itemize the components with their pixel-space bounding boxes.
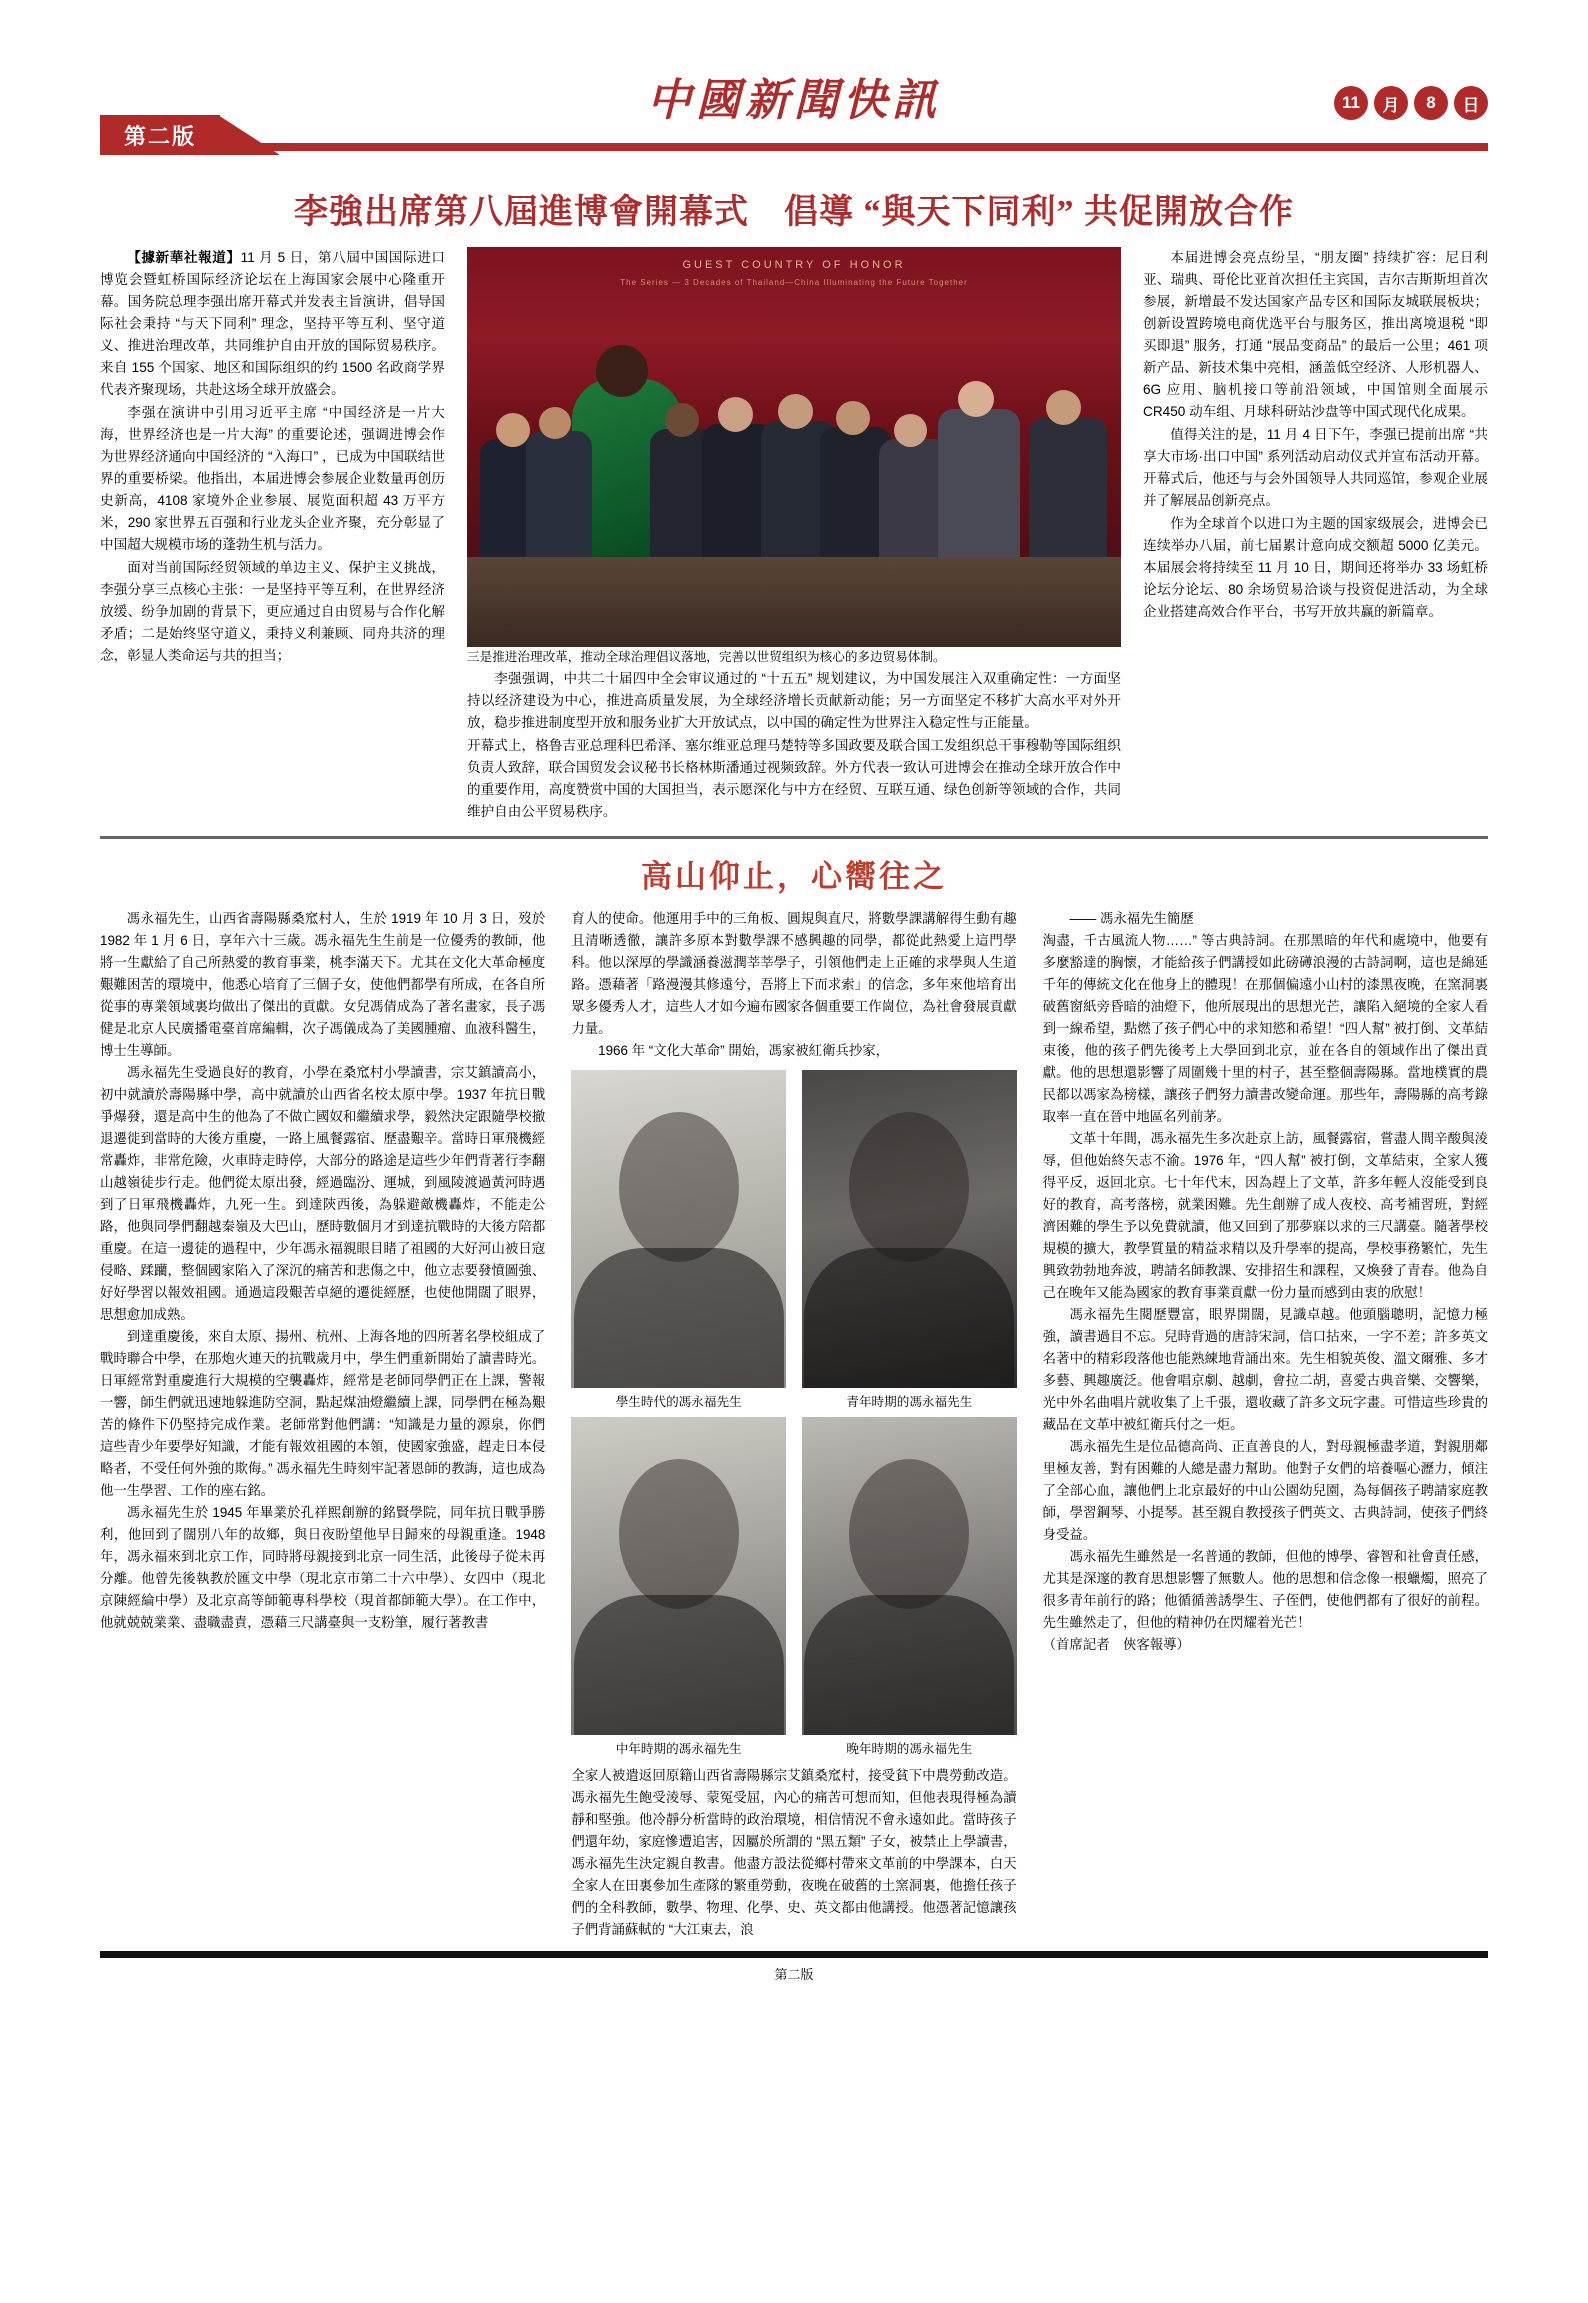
portrait-face xyxy=(849,1112,969,1262)
portrait-student-photo xyxy=(571,1070,786,1388)
article1-divider xyxy=(100,836,1488,839)
article2-subtitle: —— 馮永福先生簡歷 xyxy=(1069,911,1194,927)
article-feng-yongfu-memoir xyxy=(100,851,1488,1983)
photo-figure-2-head xyxy=(539,407,571,439)
article2-column-1 xyxy=(100,908,545,1941)
article2-column-3 xyxy=(1043,908,1488,1941)
photo-figure-1-head xyxy=(496,413,530,447)
article2-c3-p4: 馮永福先生是位品德高尚、正直善良的人，對母親極盡孝道，對親朋鄰里極友善，對有困難的人總是盡力幫助。他對子女們的培養嘔心瀝力，傾注了全部心血，讓他們上北京最好的中山公園幼兒園，為每個孩子聘請家庭教師，學習鋼琴、小提琴。甚至親自教授孩子們英文、古典詩詞，使孩子們終身受益。 xyxy=(1042,1438,1488,1542)
date-month-label: 月 xyxy=(1374,86,1408,120)
photo-figure-3-head xyxy=(665,403,699,437)
masthead-rule xyxy=(100,143,1488,151)
article2-c3-p5: 馮永福先生雖然是一名普通的教師，但他的博學、睿智和社會責任感，尤其是深邃的教育思想影響了無數人。他的思想和信念像一根蠟燭，照亮了很多青年前行的路；他循循善誘學生、子侄們，使他們都有了很好的前程。先生雖然走了，但他的精神仍在閃耀着光芒！ xyxy=(1042,1548,1488,1630)
article2-c2-p1: 育人的使命。他運用手中的三角板、圓規與直尺，將數學課講解得生動有趣且清晰透徹，讓許多原本對數學課不感興趣的同學，都從此熱愛上這門學科。他以深厚的學識涵養滋潤莘莘學子，引領他們走上正確的求學與人生道路。憑藉著「路漫漫其修遠兮，吾將上下而求索」的信念，多年來他培育出眾多優秀人才，這些人才如今遍布國家各個重要工作崗位，為社會發展貢獻力量。 xyxy=(571,911,1017,1037)
portrait-caption: 晚年時期的馮永福先生 xyxy=(846,1741,973,1756)
article2-c2-p3: 全家人被遣返回原籍山西省壽陽縣宗艾鎮桑窊村，接受貧下中農勞動改造。馮永福先生飽受淩辱、蒙冤受屈，內心的痛苦可想而知，但他表現得極為讀靜和堅強。他冷靜分析當時的政治環境，相信情況不會永遠如此。當時孩子們還年幼，家庭慘遭追害，因屬於所謂的 “黑五類” 子女，被禁止上學讀書，馮永福先生決定親自教書。他盡方設法從鄉村帶來文革前的中學課本，白天全家人在田裏參加生產隊的繁重勞動，夜晚在破舊的土窯洞裏，他擔任孩子們的全科教師，數學、物理、化學、史、英文都由他講授。他憑著記憶讓孩子們背誦蘇軾的 “大江東去，浪 xyxy=(571,1768,1017,1938)
article1-c3-p3: 作为全球首个以进口为主题的国家级展会，进博会已连续举办八届，前七届累计意向成交额超 5000 亿美元。本届展会将持续至 11 月 10 日，期间还将举办 33 场虹桥论坛分论坛、80 余场贸易洽谈与投资促进活动，为全球企业搭建高效合作平台，书写开放共赢的新篇章。 xyxy=(1143,516,1488,620)
date-day-label: 日 xyxy=(1454,86,1488,120)
article2-c3-p2: 文革十年間，馮永福先生多次赴京上訪，風餐露宿，嘗盡人間辛酸與淩辱，但他始終矢志不渝。1976 年，“四人幫” 被打倒，文革結束，全家人獲得平反，返回北京。七十年代末，因為趕上了文革，許多年輕人沒能受到良好的教育，高考落榜，就業困難。先生創辦了成人夜校、高考補習班，對經濟困難的學生予以免費就讀，他又回到了那夢寐以求的三尺講臺。隨著學校規模的擴大，教學質量的精益求精以及升學率的提高，學校事務繁忙，先生興致勃勃地奔波，聘請名師教課、安排招生和課程，又煥發了青春。他為自己在晚年又能為國家的教育事業貢獻一份力量而感到由衷的欣慰！ xyxy=(1042,1131,1488,1300)
article-import-expo xyxy=(100,184,1488,839)
photo-figure-6-head xyxy=(836,401,870,435)
source-tag: 【據新華社報道】 xyxy=(127,250,241,265)
portrait-middleage-photo xyxy=(571,1417,786,1735)
portrait-caption: 中年時期的馮永福先生 xyxy=(615,1741,742,1756)
portrait-face xyxy=(619,1459,739,1609)
portrait-torso xyxy=(574,1595,784,1735)
photo-figure-4-head xyxy=(718,397,753,432)
article1-c3-p2: 值得关注的是，11 月 4 日下午，李强已提前出席 “共享大市场·出口中国” 系列活动启动仪式并宣布活动开幕。开幕式后，他还与与会外国领导人共同巡馆，参观企业展并了解展品创新亮点。 xyxy=(1143,427,1488,509)
newspaper-title: 中國新聞快訊 xyxy=(647,76,941,125)
article2-c1-p1: 馮永福先生，山西省壽陽縣桑窊村人，生於 1919 年 10 月 3 日，歿於 1982 年 1 月 6 日，享年六十三歲。馮永福先生生前是一位優秀的教師，他將一生獻給了自己所熱愛的教育事業，桃李滿天下。尤其在文化大革命極度艱難困苦的環境中，他悉心培育了三個子女，使他們都學有所成，在各自所從事的專業領域裏均做出了傑出的貢獻。女兒馮倩成為了著名畫家，長子馮健是北京人民廣播電臺首席編輯，次子馮儀成為了美國腫瘤、血液科醫生，博士生導師。 xyxy=(100,911,546,1059)
photo-banner-line1: GUEST COUNTRY OF HONOR xyxy=(682,259,906,271)
photo-banner-line2: The Series — 3 Decades of Thailand—China Illuminating the Future Together xyxy=(620,278,968,287)
masthead xyxy=(100,58,1488,170)
portrait-item xyxy=(802,1417,1017,1760)
article1-p2: 李强在演讲中引用习近平主席 “中国经济是一片大海，世界经济也是一片大海” 的重要论述，强调进博会作为世界经济通向中国经济的 “入海口” ，已成为中国联结世界的重要桥梁。他指出，本届进博会参展企业数量再创历史新高，4108 家境外企业参展、展览面积超 43 万平方米，290 家世界五百强和行业龙头企业齐聚，充分彰显了中国超大规模市场的蓬勃生机与活力。 xyxy=(100,405,445,553)
article1-column-3 xyxy=(1143,247,1488,824)
portrait-item xyxy=(802,1070,1017,1413)
portrait-torso xyxy=(574,1248,784,1388)
article1-column-1 xyxy=(100,247,445,824)
article2-columns xyxy=(100,908,1488,1941)
article2-c2-p2: 1966 年 “文化大革命” 開始，馮家被紅衛兵抄家， xyxy=(598,1043,890,1059)
article1-p1-text: 11 月 5 日，第八屆中国国际进口博览会暨虹桥国际经济论坛在上海国家会展中心隆重开幕。国务院总理李强出席开幕式并发表主旨演讲，倡导国际社会秉持 “与天下同利” 理念，坚持平等互利、坚守道义、推进治理改革，共同维护自由开放的国际贸易秩序。来自 155 个国家、地区和国际组织的约 1500 名政商学界代表齐聚现场，共赴这场全球开放盛会。 xyxy=(100,250,445,398)
article2-c3-p1: 淘盡，千古風流人物……” 等古典詩詞。在那黑暗的年代和處境中，他要有多麼豁達的胸懷，才能給孩子們講授如此磅礡浪漫的古詩詞啊，這也是綿延千年的傳統文化在他身上的體現！在那個偏遠小山村的漆黑夜晚，在窯洞裏破舊窗紙旁昏暗的油燈下，他所展現出的思想光芒，讓陷入絕境的全家人看到一線希望，點燃了孩子們心中的求知慾和希望！“四人幫” 被打倒、文革結束後，他的孩子們先後考上大學回到北京，並在各自的領域作出了傑出貢獻。他的思想還影響了周圍幾十里的村子，甚至整個壽陽縣。當地樸實的農民都以馮家為榜樣，讓孩子們努力讀書改變命運。那些年，壽陽縣的高考錄取率一直在晉中地區名列前茅。 xyxy=(1042,933,1488,1125)
date-month-number: 11 xyxy=(1334,86,1368,120)
date-badge xyxy=(1334,86,1488,120)
portrait-item xyxy=(571,1070,786,1413)
article2-c3-p3: 馮永福先生閱歷豐富，眼界開闊，見識卓越。他頭腦聰明，記憶力極強，讀書過目不忘。兒時背過的唐詩宋詞，信口拈來，一字不差；許多英文名著中的精彩段落他也能熟練地背誦出來。先生相貌英俊、溫文爾雅、多才多藝、興趣廣泛。他會唱京劇、越劇，會拉二胡，喜愛古典音樂、交響樂，光中外名曲唱片就收集了上千張，還收藏了許多文玩字畫。可惜這些珍貴的藏品在文革中被紅衛兵付之一炬。 xyxy=(1042,1306,1488,1432)
article1-c3-p1: 本届进博会亮点纷呈，“朋友圈” 持续扩容：尼日利亚、瑞典、哥伦比亚首次担任主宾国，吉尔吉斯斯坦首次参展，新增最不发达国家产品专区和国际友城联展板块；创新设置跨境电商优选平台与服务区，推出离境退税 “即买即退” 服务，打通 “展品变商品” 的最后一公里；461 项新产品、新技术集中亮相，涵盖低空经济、人形机器人、6G 应用、脑机接口等前沿领域，中国馆则全面展示 CR450 动车组、月球科研站沙盘等中国式现代化成果。 xyxy=(1143,250,1488,420)
photo-floor xyxy=(467,557,1121,647)
newspaper-page xyxy=(0,58,1588,2303)
portrait-torso xyxy=(804,1595,1014,1735)
article2-c1-p3: 到達重慶後，來自太原、揚州、杭州、上海各地的四所著名學校組成了戰時聯合中學，在那炮火連天的抗戰歲月中，學生們重新開始了讀書時光。日軍經常對重慶進行大規模的空襲轟炸，經常是老師同學們正在上課，警報一響，師生們就迅速地躲進防空洞，點起煤油燈繼續上課，同學們在極為艱苦的條件下仍堅持完成作業。老師常對他們講：“知識是力量的源泉，你們這些青少年要學好知識，才能有報效祖國的本領，使國家強盛，趕走日本侵略者，不受任何外強的欺侮。” 馮永福先生時刻牢記著恩師的教誨，這也成為他一生學習、工作的座右銘。 xyxy=(100,1328,546,1498)
date-day-number: 8 xyxy=(1414,86,1448,120)
portrait-elder-photo xyxy=(802,1417,1017,1735)
article1-c2-p3: 开幕式上，格鲁吉亚总理科巴希泽、塞尔维亚总理马楚特等多国政要及联合国工发组织总干事穆勒等国际组织负责人致辞，联合国贸发会议秘书长格林斯潘通过视频致辞。外方代表一致认可进博会在推动全球开放合作中的重要作用，高度赞赏中国的大国担当，表示愿深化与中方在经贸、互联互通、绿色创新等领域的合作，共同维护自由公平贸易秩序。 xyxy=(467,738,1121,820)
article2-c1-p4: 馮永福先生於 1945 年畢業於孔祥熙創辦的銘賢學院，同年抗日戰爭勝利，他回到了闊別八年的故鄉，與日夜盼望他早日歸來的母親重逢。1948 年，馮永福來到北京工作，同時將母親接到北京一同生活，此後母子從未再分離。他曾先後執教於匯文中學（現北京市第二十六中學）、女四中（現北京陳經綸中學）及北京高等師範專科學校（現首都師範大學）。在工作中，他就兢兢業業、盡職盡責，憑藉三尺講臺與一支粉筆，履行著教書 xyxy=(100,1504,546,1630)
article1-column-2 xyxy=(467,247,1121,824)
portrait-caption: 青年時期的馮永福先生 xyxy=(846,1395,973,1410)
page-tag: 第二版 xyxy=(100,115,220,155)
portrait-caption: 學生時代的馮永福先生 xyxy=(615,1395,742,1410)
article1-headline: 李強出席第八屆進博會開幕式 倡導 “與天下同利” 共促開放合作 xyxy=(294,194,1294,231)
article1-c2-p1: 三是推进治理改革，推动全球治理倡议落地，完善以世贸组织为核心的多边贸易体制。 xyxy=(467,650,946,664)
photo-crowd xyxy=(467,339,1121,589)
article1-p3: 面对当前国际经贸领域的单边主义、保护主义挑战，李强分享三点核心主张：一是坚持平等互利，在世界经济放缓、纷争加剧的背景下，更应通过自由贸易与合作化解矛盾；二是始终坚守道义，秉持义利兼顾、同舟共济的理念，彰显人类命运与共的担当； xyxy=(100,560,445,664)
article2-column-2 xyxy=(571,908,1016,1941)
portrait-face xyxy=(849,1459,969,1609)
page-bottom-rule xyxy=(100,1951,1488,1958)
article1-columns xyxy=(100,247,1488,824)
portrait-face xyxy=(619,1112,739,1262)
expo-opening-photo xyxy=(467,247,1121,647)
photo-figure-7-head xyxy=(894,414,927,447)
portrait-gallery xyxy=(571,1070,1016,1759)
article1-p1 xyxy=(100,247,445,401)
page-footer-label: 第二版 xyxy=(774,1967,814,1983)
photo-figure-8-head xyxy=(958,381,994,417)
article2-byline: （首席記者 俠客報導） xyxy=(1042,1636,1190,1652)
portrait-young-photo xyxy=(802,1070,1017,1388)
portrait-torso xyxy=(804,1248,1014,1388)
article2-headline: 高山仰止，心嚮往之 xyxy=(641,859,947,895)
article1-c2-p2: 李强强调，中共二十届四中全会审议通过的 “十五五” 规划建议，为中国发展注入双重确定性：一方面坚持以经济建设为中心，推进高质量发展，为全球经济增长贡献新动能；另一方面坚定不移扩大高水平对外开放，稳步推进制度型开放和服务业扩大开放试点，以中国的确定性为世界注入稳定性与正能量。 xyxy=(467,671,1121,731)
portrait-item xyxy=(571,1417,786,1760)
article2-c1-p2: 馮永福先生受過良好的教育，小學在桑窊村小學讀書，宗艾鎮讀高小，初中就讀於壽陽縣中學，高中就讀於山西省名校太原中學。1937 年抗日戰爭爆發，還是高中生的他為了不做亡國奴和繼續求學，毅然決定跟隨學校撤退遷徙到當時的大後方重慶，一路上風餐露宿、歷盡艱辛。當時日軍飛機經常轟炸，非常危險，火車時走時停，大部分的路途是這些少年們背著行李翻山越嶺徒步行走。他們從太原出發，經過臨汾、運城，到風陵渡過黃河時遇到了日軍飛機轟炸，九死一生。到達陝西後，為躲避敵機轟炸，不能走公路，他與同學們翻越秦嶺及大巴山，歷時數個月才到達抗戰時的大後方陪都重慶。在這一邊徒的過程中，少年馮永福親眼目睹了祖國的大好河山被日寇侵略、蹂躪，整個國家陷入了深沉的痛苦和悲傷之中，他立志要發憤圖強、好好學習以報效祖國。通過這段艱苦卓絕的遷徙經歷，也使他開闊了眼界，思想愈加成熟。 xyxy=(100,1065,546,1322)
